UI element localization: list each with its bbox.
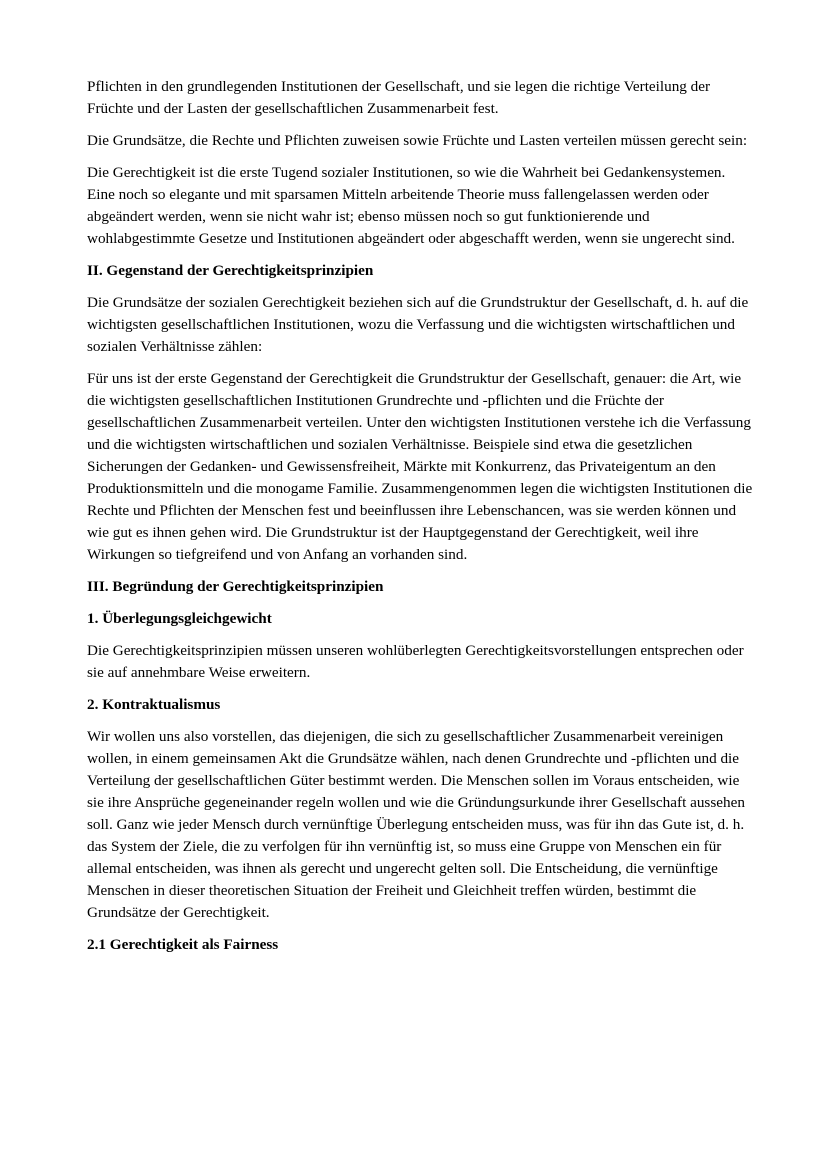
paragraph-contractualism: Wir wollen uns also vorstellen, das diejenigen, die sich zu gesellschaftlicher Zusammenarbeit vereinigen wollen, in einem gemeinsamen Akt die Grundsätze wählen, nach denen Grundrechte und -pflichten und die Verteilung der gesellschaftlichen Güter bestimmt werden. Die Menschen sollen im Voraus entscheiden, wie sie ihre Ansprüche gegeneinander regeln wollen und wie die Gründungsurkunde ihrer Gesellschaft aussehen soll. Ganz wie jeder Mensch durch vernünftige Überlegung entscheiden muss, was für ihn das Gute ist, d. h. das System der Ziele, die zu verfolgen für ihn vernünftig ist, so muss eine Gruppe von Menschen ein für allemal entscheiden, was ihnen als gerecht und ungerecht gelten soll. Die Entscheidung, die vernünftige Menschen in dieser theoretischen Situation der Freiheit und Gleichheit treffen würden, bestimmt die Grundsätze der Gerechtigkeit. <box>87 728 745 921</box>
document-page <box>87 76 753 966</box>
heading-subsection-1: 1. Überlegungsgleichgewicht <box>87 610 272 627</box>
heading-section-2: II. Gegenstand der Gerechtigkeitsprinzipien <box>87 262 374 279</box>
heading-section-3: III. Begründung der Gerechtigkeitsprinzipien <box>87 578 384 595</box>
paragraph-basic-structure: Die Grundsätze der sozialen Gerechtigkeit beziehen sich auf die Grundstruktur der Gesellschaft, d. h. auf die wichtigsten gesellschaftlichen Institutionen, wozu die Verfassung und die wichtigsten wirtschaftlichen und sozialen Verhältnisse zählen: <box>87 294 749 355</box>
heading-subsection-2-1: 2.1 Gerechtigkeit als Fairness <box>87 936 279 953</box>
paragraph-first-subject: Für uns ist der erste Gegenstand der Gerechtigkeit die Grundstruktur der Gesellschaft, genauer: die Art, wie die wichtigsten gesellschaftlichen Institutionen Grundrechte und -pflichten und die Früchte der gesellschaftlichen Zusammenarbeit verteilen. Unter den wichtigsten Institutionen verstehe ich die Verfassung und die wichtigsten wirtschaftlichen und sozialen Verhältnisse. Beispiele sind etwa die gesetzlichen Sicherungen der Gedanken- und Gewissensfreiheit, Märkte mit Konkurrenz, das Privateigentum an den Produktionsmitteln und die monogame Familie. Zusammengenommen legen die wichtigsten Institutionen die Rechte und Pflichten der Menschen fest und beeinflussen ihre Lebenschancen, was sie werden können und wie gut es ihnen gehen wird. Die Grundstruktur ist der Hauptgegenstand der Gerechtigkeit, weil ihre Wirkungen so tiefgreifend und von Anfang an vorhanden sind. <box>87 370 753 563</box>
paragraph-principles: Die Grundsätze, die Rechte und Pflichten zuweisen sowie Früchte und Lasten verteilen müssen gerecht sein: <box>87 132 748 149</box>
paragraph-intro-continuation: Pflichten in den grundlegenden Institutionen der Gesellschaft, und sie legen die richtige Verteilung der Früchte und der Lasten der gesellschaftlichen Zusammenarbeit fest. <box>87 78 711 117</box>
paragraph-reflective-equilibrium: Die Gerechtigkeitsprinzipien müssen unseren wohlüberlegten Gerechtigkeitsvorstellungen entsprechen oder sie auf annehmbare Weise erweitern. <box>87 642 744 681</box>
paragraph-justice-first-virtue: Die Gerechtigkeit ist die erste Tugend sozialer Institutionen, so wie die Wahrheit bei Gedankensystemen. Eine noch so elegante und mit sparsamen Mitteln arbeitende Theorie muss fallengelassen werden oder abgeändert werden, wenn sie nicht wahr ist; ebenso müssen noch so gut funktionierende und wohlabgestimmte Gesetze und Institutionen abgeändert oder abgeschafft werden, wenn sie ungerecht sind. <box>87 164 735 247</box>
heading-subsection-2: 2. Kontraktualismus <box>87 696 221 713</box>
